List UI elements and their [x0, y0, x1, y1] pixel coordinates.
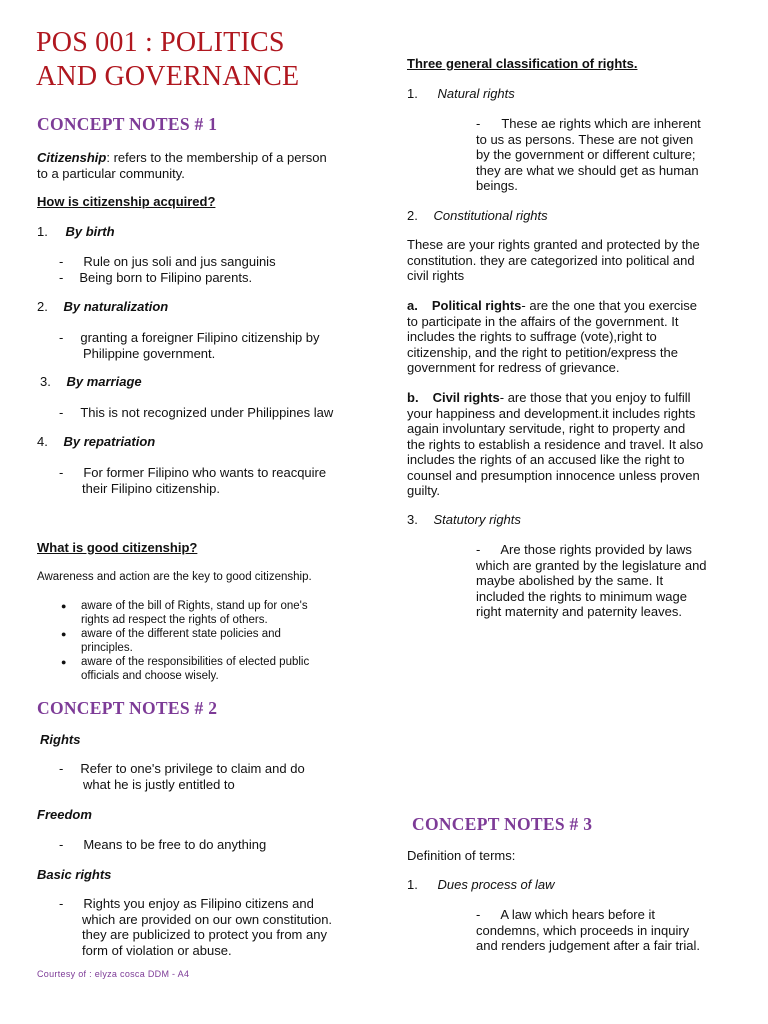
natural-def-line-4: they are what we should get as human: [476, 162, 699, 178]
basic-rights-definition: [59, 896, 332, 958]
due-def-line-1: A law which hears before it: [500, 907, 655, 922]
good-bullet-2-line-1: aware of the different state policies and: [81, 628, 281, 640]
statutory-number: 3.: [407, 512, 418, 527]
natural-rights-item: [407, 86, 515, 102]
classification-heading: Three general classification of rights.: [407, 56, 638, 71]
political-def-line-2: to participate in the affairs of the government. It: [407, 313, 679, 329]
due-def-line-3: and renders judgement after a fair trial.: [476, 938, 701, 953]
basic-def-line-3: they are publicized to protect you from any: [82, 927, 327, 942]
good-bullet-1-line-1: aware of the bill of Rights, stand up for one's: [81, 600, 308, 612]
dash: -: [476, 907, 481, 922]
good-bullet-2-line-2: principles.: [81, 642, 133, 654]
civil-rights-block: [407, 390, 703, 499]
natural-def-line-3: by the government or different culture;: [476, 147, 696, 162]
natural-def-line-5: beings.: [476, 178, 518, 193]
good-bullet-3: [61, 655, 361, 683]
due-process-label: Dues process of law: [437, 877, 555, 892]
title-line-1: POS 001 : POLITICS: [36, 27, 285, 58]
statutory-def-line-3: maybe abolished by the same. It: [476, 573, 664, 588]
citizenship-def-line-2: to a particular community.: [37, 165, 185, 181]
civil-label: Civil rights: [432, 390, 500, 405]
political-rights-block: [407, 298, 697, 376]
freedom-def: Means to be free to do anything: [83, 837, 267, 852]
civil-letter: b.: [407, 390, 419, 405]
document-title: [36, 26, 299, 94]
constitutional-rights-item: [407, 208, 548, 224]
statutory-def-line-4: included the rights to minimum wage: [476, 588, 687, 604]
good-bullet-3-line-2: officials and choose wisely.: [81, 670, 219, 682]
rights-def-line-1: Refer to one's privilege to claim and do: [80, 761, 305, 776]
political-def-line-4: citizenship, and the right to petition/express the: [407, 344, 678, 360]
constitutional-number: 2.: [407, 208, 418, 223]
by-repatriation-number: 4.: [37, 434, 48, 449]
by-birth-label: By birth: [65, 224, 115, 239]
dash: -: [59, 465, 64, 480]
freedom-definition: [59, 837, 266, 853]
basic-def-line-1: Rights you enjoy as Filipino citizens and: [83, 896, 314, 911]
freedom-label: Freedom: [37, 807, 92, 822]
dash: -: [59, 896, 64, 911]
basic-def-line-2: which are provided on our own constitution.: [82, 911, 333, 927]
citizenship-definition: [37, 150, 377, 181]
dash: -: [59, 330, 64, 345]
good-bullet-2: [61, 627, 361, 655]
by-marriage-item: [40, 374, 142, 390]
terms-intro: Definition of terms:: [407, 848, 516, 863]
good-bullet-3-line-1: aware of the responsibilities of elected public: [81, 656, 310, 668]
birth-list: [59, 254, 276, 285]
civil-def-line-1: - are those that you enjoy to fulfill: [499, 390, 691, 405]
concept-notes-3-heading: CONCEPT NOTES # 3: [412, 814, 593, 834]
concept-notes-1-heading: CONCEPT NOTES # 1: [37, 114, 218, 134]
statutory-def-line-2: which are granted by the legislature and: [476, 557, 707, 573]
rights-label: Rights: [40, 732, 81, 747]
dash: -: [59, 837, 64, 852]
constitutional-def-line-2: constitution. they are categorized into political and: [407, 252, 695, 268]
by-repatriation-label: By repatriation: [63, 434, 156, 449]
good-citizenship-bullets: [61, 599, 361, 683]
by-marriage-number: 3.: [40, 374, 51, 389]
citizenship-term: Citizenship: [37, 150, 107, 165]
political-def-line-1: - are the one that you exercise: [521, 298, 698, 313]
basic-def-line-4: form of violation or abuse.: [82, 942, 232, 958]
dash: -: [59, 405, 64, 420]
dash: -: [59, 254, 64, 269]
good-citizenship-intro: Awareness and action are the key to good citizenship.: [37, 571, 312, 583]
dash: -: [476, 542, 481, 557]
dash: -: [59, 761, 64, 776]
by-marriage-label: By marriage: [66, 374, 142, 389]
by-birth-item: [37, 224, 115, 240]
naturalization-item-line-1: granting a foreigner Filipino citizenship by: [80, 330, 320, 345]
rights-definition: [59, 761, 305, 792]
good-bullet-1-line-2: rights ad respect the rights of others.: [81, 614, 268, 626]
repatriation-item-line-2: their Filipino citizenship.: [82, 480, 221, 496]
statutory-definition: [476, 542, 707, 620]
dash: -: [59, 269, 64, 285]
civil-def-line-6: counsel and presumption innocence unless proven: [407, 467, 700, 483]
natural-def-line-2: to us as persons. These are not given: [476, 131, 694, 147]
naturalization-item-line-2: Philippine government.: [83, 345, 216, 361]
natural-number: 1.: [407, 86, 418, 101]
concept-notes-2-heading: CONCEPT NOTES # 2: [37, 698, 218, 718]
statutory-label: Statutory rights: [433, 512, 521, 527]
naturalization-list: [59, 330, 320, 361]
acquired-heading: How is citizenship acquired?: [37, 194, 216, 209]
constitutional-def-line-3: civil rights: [407, 268, 465, 283]
good-citizenship-heading: What is good citizenship?: [37, 540, 198, 555]
citizenship-def-line-1: : refers to the membership of a person: [106, 150, 327, 165]
title-line-2: AND GOVERNANCE: [36, 61, 300, 92]
political-def-line-3: includes the rights to suffrage (vote),right to: [407, 329, 657, 344]
marriage-item: This is not recognized under Philippines law: [80, 405, 334, 420]
basic-rights-label: Basic rights: [37, 867, 112, 882]
civil-def-line-7: guilty.: [407, 483, 440, 498]
by-naturalization-number: 2.: [37, 299, 48, 314]
rights-def-line-2: what he is justly entitled to: [83, 776, 235, 792]
by-naturalization-label: By naturalization: [63, 299, 169, 314]
footer-credit: Courtesy of : elyza cosca DDM - A4: [37, 969, 190, 979]
political-def-line-5: government for redress of grievance.: [407, 360, 620, 375]
by-naturalization-item: [37, 299, 168, 315]
natural-def-line-1: These ae rights which are inherent: [501, 116, 701, 131]
natural-label: Natural rights: [437, 86, 515, 101]
statutory-def-line-1: Are those rights provided by laws: [500, 542, 692, 557]
repatriation-item-line-1: For former Filipino who wants to reacquire: [83, 465, 327, 480]
constitutional-label: Constitutional rights: [433, 208, 548, 223]
due-process-number: 1.: [407, 877, 418, 892]
marriage-list: [59, 405, 333, 421]
civil-def-line-3: again involuntary servitude, right to property and: [407, 421, 686, 436]
natural-definition: [476, 116, 701, 194]
birth-item-1: Rule on jus soli and jus sanguinis: [83, 254, 276, 269]
constitutional-definition: [407, 237, 700, 284]
civil-def-line-4: the rights to establish a residence and travel. It also: [407, 436, 704, 452]
by-repatriation-item: [37, 434, 155, 450]
constitutional-def-line-1: These are your rights granted and protected by the: [407, 237, 700, 252]
due-process-definition: [476, 907, 700, 954]
statutory-def-line-5: right maternity and paternity leaves.: [476, 604, 682, 619]
due-def-line-2: condemns, which proceeds in inquiry: [476, 922, 690, 938]
civil-def-line-5: includes the rights of an accused like the right to: [407, 452, 685, 467]
political-letter: a.: [407, 298, 418, 313]
statutory-rights-item: [407, 512, 521, 528]
civil-def-line-2: your happiness and development.it includes rights: [407, 405, 696, 421]
repatriation-list: [59, 465, 326, 496]
birth-item-2: Being born to Filipino parents.: [79, 269, 253, 285]
political-label: Political rights: [431, 298, 522, 313]
dash: -: [476, 116, 481, 131]
good-bullet-1: [61, 599, 361, 627]
by-birth-number: 1.: [37, 224, 48, 239]
due-process-item: [407, 877, 555, 893]
